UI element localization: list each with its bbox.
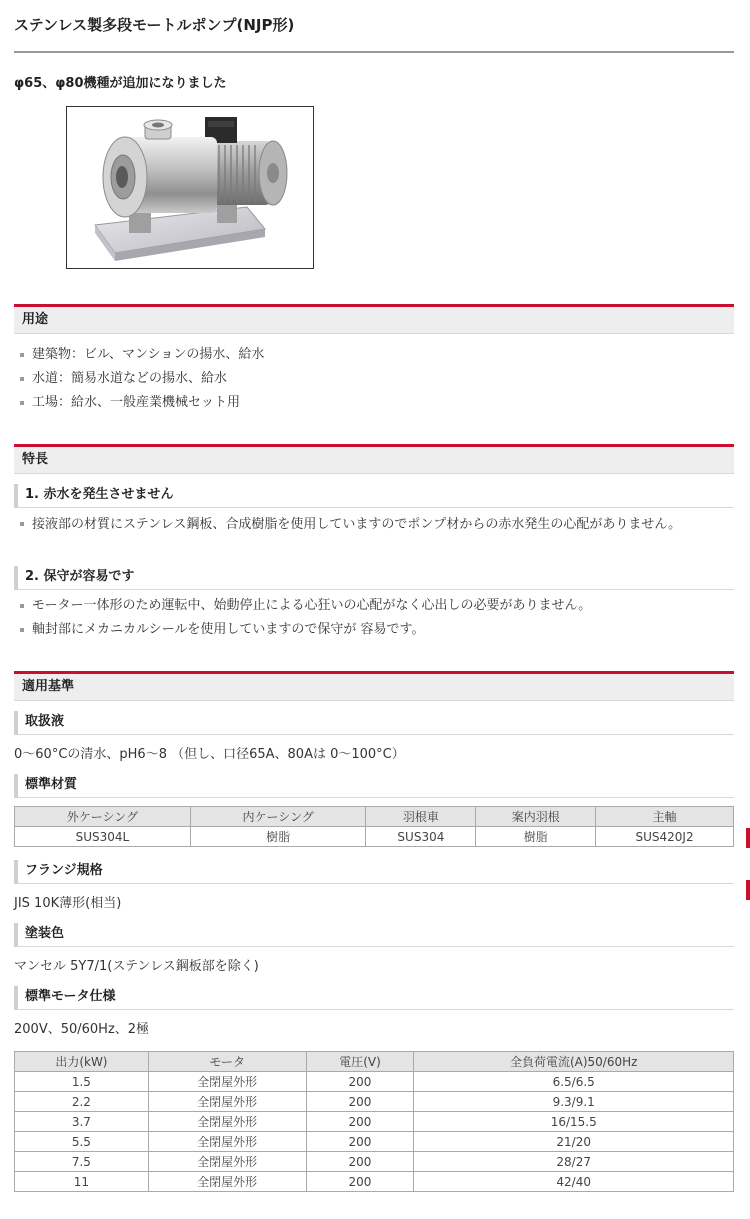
table-header-cell: 案内羽根: [476, 807, 596, 827]
table-cell: 200: [306, 1112, 414, 1132]
table-cell: 全閉屋外形: [148, 1092, 306, 1112]
flange-text: JIS 10K薄形(相当): [14, 896, 122, 911]
list-item: 建築物：ビル、マンションの揚水、給水: [20, 343, 730, 367]
table-cell: 樹脂: [190, 827, 366, 847]
title-divider: [14, 51, 734, 53]
table-header-cell: モータ: [148, 1052, 306, 1072]
list-item: 接液部の材質にステンレス鋼板、合成樹脂を使用していますのでポンプ材からの赤水発生の心配がありません。: [20, 513, 730, 537]
table-cell: 1.5: [15, 1072, 149, 1092]
table-cell: 7.5: [15, 1152, 149, 1172]
table-cell: SUS420J2: [596, 827, 734, 847]
list-item: 軸封部にメカニカルシールを使用していますので保守が 容易です。: [20, 618, 730, 642]
table-cell: 16/15.5: [414, 1112, 734, 1132]
subtitle: φ65、φ80機種が追加になりました: [14, 76, 227, 91]
table-cell: 11: [15, 1172, 149, 1192]
table-row: [15, 1172, 734, 1192]
table-cell: 5.5: [15, 1132, 149, 1152]
table-row: [15, 1112, 734, 1132]
edge-marker: [746, 828, 750, 848]
table-cell: SUS304L: [15, 827, 191, 847]
table-header-cell: 全負荷電流(A)50/60Hz: [414, 1052, 734, 1072]
table-header-cell: 出力(kW): [15, 1052, 149, 1072]
table-header-row: [15, 1052, 734, 1072]
liquid-text: 0～60°Cの清水、pH6～8 （但し、口径65A、80Aは 0～100°C）: [14, 747, 405, 762]
table-cell: 全閉屋外形: [148, 1112, 306, 1132]
table-cell: 2.2: [15, 1092, 149, 1112]
table-cell: 全閉屋外形: [148, 1152, 306, 1172]
motor-table: [14, 1051, 734, 1192]
table-cell: 全閉屋外形: [148, 1132, 306, 1152]
table-header-row: [15, 807, 734, 827]
paint-heading: 塗装色: [14, 923, 734, 947]
table-row: [15, 1072, 734, 1092]
liquid-heading: 取扱液: [14, 711, 734, 735]
table-cell: 全閉屋外形: [148, 1072, 306, 1092]
materials-heading: 標準材質: [14, 774, 734, 798]
table-header-cell: 羽根車: [366, 807, 476, 827]
materials-table: [14, 806, 734, 847]
table-cell: SUS304: [366, 827, 476, 847]
table-cell: 全閉屋外形: [148, 1172, 306, 1192]
list-item: モーター一体形のため運転中、始動停止による心狂いの心配がなく心出しの必要がありません。: [20, 594, 730, 618]
product-photo: [66, 106, 314, 269]
table-cell: 3.7: [15, 1112, 149, 1132]
section-header-usage: 用途: [14, 304, 734, 334]
page-title: ステンレス製多段モートルポンプ(NJP形): [14, 16, 295, 34]
list-item: 工場：給水、一般産業機械セット用: [20, 391, 730, 415]
table-header-cell: 内ケーシング: [190, 807, 366, 827]
list-item: 水道：簡易水道などの揚水、給水: [20, 367, 730, 391]
table-cell: 200: [306, 1072, 414, 1092]
table-cell: 21/20: [414, 1132, 734, 1152]
table-header-cell: 主軸: [596, 807, 734, 827]
table-cell: 200: [306, 1172, 414, 1192]
table-cell: 200: [306, 1152, 414, 1172]
pump-illustration: [67, 107, 313, 268]
table-cell: 200: [306, 1132, 414, 1152]
motor-text: 200V、50/60Hz、2極: [14, 1022, 150, 1037]
table-header-cell: 外ケーシング: [15, 807, 191, 827]
feature-heading-1: 1. 赤水を発生させません: [14, 484, 734, 508]
feature-list-2: [20, 594, 730, 642]
table-cell: 42/40: [414, 1172, 734, 1192]
table-cell: 200: [306, 1092, 414, 1112]
table-cell: 樹脂: [476, 827, 596, 847]
usage-list: [20, 343, 730, 415]
table-row: [15, 1132, 734, 1152]
table-cell: 28/27: [414, 1152, 734, 1172]
motor-heading: 標準モータ仕様: [14, 986, 734, 1010]
table-row: [15, 1092, 734, 1112]
table-cell: 6.5/6.5: [414, 1072, 734, 1092]
table-row: [15, 1152, 734, 1172]
table-header-cell: 電圧(V): [306, 1052, 414, 1072]
table-cell: 9.3/9.1: [414, 1092, 734, 1112]
feature-list-1: [20, 513, 730, 537]
feature-heading-2: 2. 保守が容易です: [14, 566, 734, 590]
flange-heading: フランジ規格: [14, 860, 734, 884]
table-row: [15, 827, 734, 847]
section-header-standards: 適用基準: [14, 671, 734, 701]
section-header-features: 特長: [14, 444, 734, 474]
edge-marker: [746, 880, 750, 900]
paint-text: マンセル 5Y7/1(ステンレス鋼板部を除く): [14, 959, 259, 974]
